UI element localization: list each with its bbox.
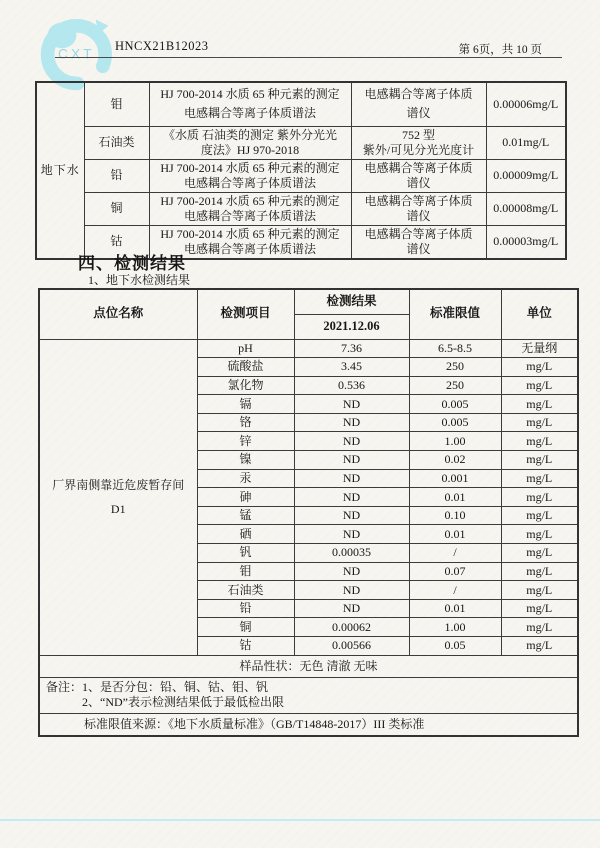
instrument-line: 电感耦合等离子体质	[364, 226, 473, 241]
table-row	[36, 82, 566, 126]
unit-cell: mg/L	[501, 506, 578, 525]
item-cell: 硒	[197, 525, 294, 544]
instrument-line: 电感耦合等离子体质	[364, 160, 473, 175]
unit-cell: 无量纲	[501, 339, 578, 358]
unit-cell: mg/L	[501, 599, 578, 618]
page-number: 第 6页，共 10 页	[458, 44, 542, 56]
col-header-date: 2021.12.06	[294, 314, 409, 339]
table-row	[36, 126, 566, 159]
method-line: HJ 700-2014 水质 65 种元素的测定	[160, 226, 340, 241]
result-cell: 0.00566	[294, 637, 409, 656]
item-cell: 铜	[197, 618, 294, 637]
method-line: 《水质 石油类的测定 紫外分光光	[162, 127, 337, 142]
analyte-cell: 铜	[84, 192, 149, 225]
method-line: HJ 700-2014 水质 65 种元素的测定	[160, 160, 340, 175]
limit-source-row	[39, 713, 578, 736]
unit-cell: mg/L	[501, 618, 578, 637]
unit-cell: mg/L	[501, 358, 578, 377]
method-cell	[149, 126, 351, 159]
instrument-cell	[351, 192, 486, 225]
result-cell: ND	[294, 413, 409, 432]
unit-cell: mg/L	[501, 581, 578, 600]
method-line: 电感耦合等离子体质谱法	[183, 106, 316, 121]
limit-cell: 0.005	[409, 413, 501, 432]
sample-state-note: 样品性状：无色 清澈 无味	[39, 655, 578, 677]
method-cell	[149, 159, 351, 192]
limit-cell: 0.02	[409, 451, 501, 470]
sample-state-row	[39, 655, 578, 677]
section-title: 四、检测结果	[78, 254, 186, 273]
remark-row	[39, 677, 578, 713]
item-cell: 镉	[197, 395, 294, 414]
col-header-limit: 标准限值	[409, 289, 501, 339]
analyte-cell: 石油类	[84, 126, 149, 159]
limit-cell: 1.00	[409, 618, 501, 637]
method-cell	[149, 192, 351, 225]
footer-rule	[0, 819, 600, 821]
result-cell: 3.45	[294, 358, 409, 377]
item-cell: 钼	[197, 562, 294, 581]
item-cell: 砷	[197, 488, 294, 507]
method-line: HJ 700-2014 水质 65 种元素的测定	[160, 87, 340, 102]
result-cell: ND	[294, 469, 409, 488]
col-header-item: 检测项目	[197, 289, 294, 339]
method-line: 电感耦合等离子体质谱法	[183, 208, 316, 223]
method-cell	[149, 82, 351, 126]
result-cell: ND	[294, 395, 409, 414]
limit-cell: 0.005	[409, 395, 501, 414]
site-line: D1	[110, 502, 126, 517]
result-cell: ND	[294, 562, 409, 581]
limit-cell: 250	[409, 376, 501, 395]
limit-cell: 0.01	[409, 599, 501, 618]
item-cell: 锰	[197, 506, 294, 525]
instrument-cell	[351, 225, 486, 259]
method-line: 度法》HJ 970-2018	[200, 142, 300, 157]
item-cell: 铅	[197, 599, 294, 618]
result-cell: ND	[294, 599, 409, 618]
unit-cell: mg/L	[501, 413, 578, 432]
method-line: HJ 700-2014 水质 65 种元素的测定	[160, 193, 340, 208]
result-cell: 0.00062	[294, 618, 409, 637]
instrument-line: 谱仪	[406, 106, 431, 121]
result-cell: 0.00035	[294, 544, 409, 563]
remark-line-1: 1、是否分包：铅、铜、钴、钼、钒	[82, 679, 269, 694]
unit-cell: mg/L	[501, 395, 578, 414]
col-header-unit: 单位	[501, 289, 578, 339]
instrument-line: 电感耦合等离子体质	[364, 193, 473, 208]
result-cell: ND	[294, 506, 409, 525]
unit-cell: mg/L	[501, 432, 578, 451]
limit-cell: 0.01	[409, 488, 501, 507]
unit-cell: mg/L	[501, 488, 578, 507]
analyte-cell: 铅	[84, 159, 149, 192]
svg-text:CXT: CXT	[58, 46, 95, 62]
col-header-site: 点位名称	[39, 289, 197, 339]
instrument-line: 紫外/可见分光光度计	[362, 142, 475, 157]
result-cell: ND	[294, 451, 409, 470]
method-line: 电感耦合等离子体质谱法	[183, 175, 316, 190]
instrument-line: 谱仪	[406, 208, 431, 223]
unit-cell: mg/L	[501, 469, 578, 488]
instrument-cell	[351, 82, 486, 126]
remark-line-2: 2、“ND”表示检测结果低于最低检出限	[82, 695, 285, 710]
limit-cell: /	[409, 544, 501, 563]
detection-limit-cell: 0.00006mg/L	[486, 82, 566, 126]
header-rule	[55, 57, 562, 58]
limit-cell: 0.001	[409, 469, 501, 488]
result-cell: 7.36	[294, 339, 409, 358]
table-row	[39, 339, 578, 358]
item-cell: 硫酸盐	[197, 358, 294, 377]
item-cell: 铬	[197, 413, 294, 432]
report-code: HNCX21B12023	[115, 39, 209, 53]
item-cell: pH	[197, 339, 294, 358]
table-row	[36, 192, 566, 225]
col-header-result: 检测结果	[294, 289, 409, 314]
instrument-line: 谱仪	[406, 241, 431, 256]
item-cell: 钴	[197, 637, 294, 656]
remark-label: 备注：	[46, 679, 83, 694]
item-cell: 镍	[197, 451, 294, 470]
limit-cell: 250	[409, 358, 501, 377]
limit-cell: 0.01	[409, 525, 501, 544]
section-subtitle: 1、地下水检测结果	[88, 273, 191, 287]
sample-type-cell: 地下水	[36, 82, 84, 259]
instrument-line: 752 型	[401, 127, 435, 142]
detection-limit-cell: 0.01mg/L	[486, 126, 566, 159]
instrument-cell	[351, 126, 486, 159]
instrument-cell	[351, 159, 486, 192]
limit-source-note: 标准限值来源：《地下水质量标准》（GB/T14848-2017）III 类标准	[39, 713, 578, 736]
unit-cell: mg/L	[501, 451, 578, 470]
analyte-cell: 钼	[84, 82, 149, 126]
detection-limit-cell: 0.00008mg/L	[486, 192, 566, 225]
limit-cell: 0.10	[409, 506, 501, 525]
method-table	[35, 81, 567, 260]
result-cell: 0.536	[294, 376, 409, 395]
item-cell: 锌	[197, 432, 294, 451]
analyte-cell: 钴	[84, 225, 149, 259]
result-table	[38, 288, 579, 737]
item-cell: 汞	[197, 469, 294, 488]
limit-cell: 1.00	[409, 432, 501, 451]
instrument-line: 谱仪	[406, 175, 431, 190]
limit-cell: 0.05	[409, 637, 501, 656]
unit-cell: mg/L	[501, 637, 578, 656]
result-cell: ND	[294, 581, 409, 600]
site-line: 厂界南侧靠近危废暂存间	[52, 478, 185, 493]
result-cell: ND	[294, 488, 409, 507]
item-cell: 钒	[197, 544, 294, 563]
method-line: 电感耦合等离子体质谱法	[183, 241, 316, 256]
instrument-line: 电感耦合等离子体质	[364, 87, 473, 102]
unit-cell: mg/L	[501, 376, 578, 395]
site-name-cell	[39, 339, 197, 655]
result-cell: ND	[294, 525, 409, 544]
result-cell: ND	[294, 432, 409, 451]
limit-cell: 6.5-8.5	[409, 339, 501, 358]
unit-cell: mg/L	[501, 562, 578, 581]
item-cell: 石油类	[197, 581, 294, 600]
item-cell: 氯化物	[197, 376, 294, 395]
limit-cell: 0.07	[409, 562, 501, 581]
unit-cell: mg/L	[501, 525, 578, 544]
detection-limit-cell: 0.00009mg/L	[486, 159, 566, 192]
table-header-row	[39, 289, 578, 314]
detection-limit-cell: 0.00003mg/L	[486, 225, 566, 259]
unit-cell: mg/L	[501, 544, 578, 563]
limit-cell: /	[409, 581, 501, 600]
remark-cell	[39, 677, 578, 713]
table-row	[36, 159, 566, 192]
